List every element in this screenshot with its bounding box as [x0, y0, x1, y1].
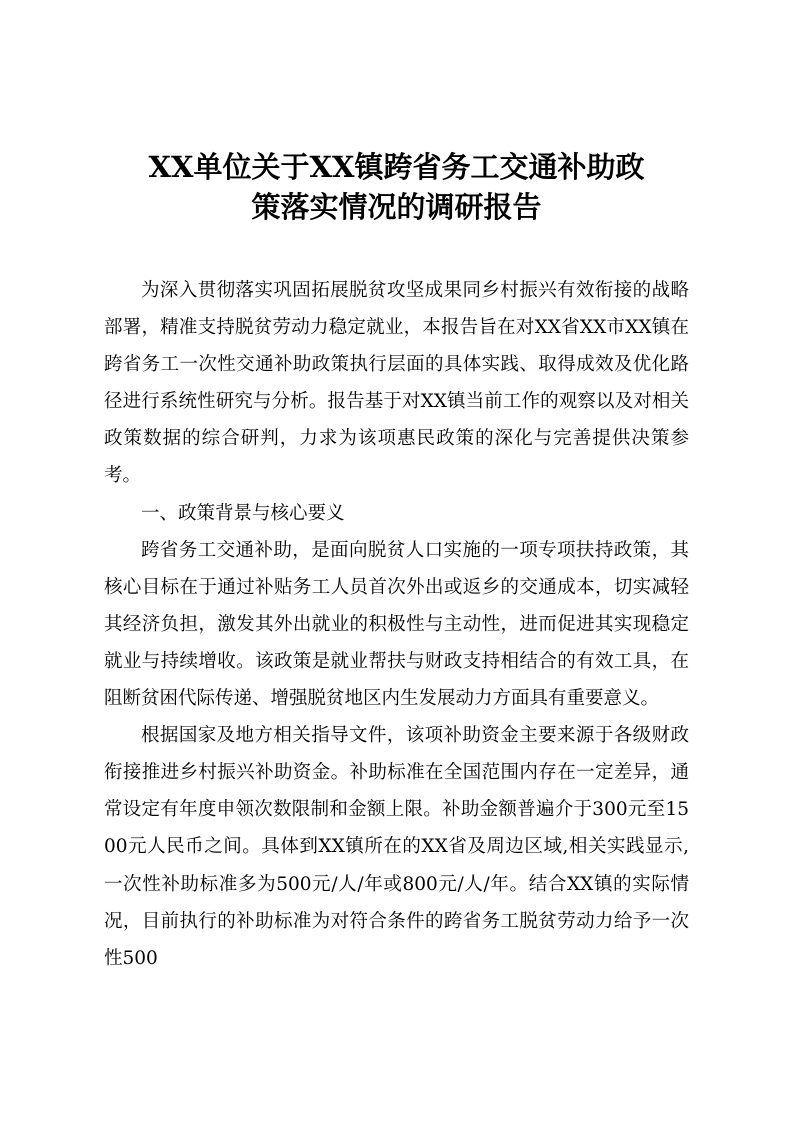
body-paragraph: 跨省务工交通补助，是面向脱贫人口实施的一项专项扶持政策，其核心目标在于通过补贴务工人员首次外出或返乡的交通成本，切实减轻其经济负担，激发其外出就业的积极性与主动性，进而促进其实现稳定就业与持续增收。该政策是就业帮扶与财政支持相结合的有效工具，在阻断贫困代际传递、增强脱贫地区内生发展动力方面具有重要意义。 — [104, 539, 689, 710]
body-paragraph: 根据国家及地方相关指导文件，该项补助资金主要来源于各级财政衔接推进乡村振兴补助资金。补助标准在全国范围内存在一定差异，通常设定有年度申领次数限制和金额上限。补助金额普遍介于300元至1500元人民币之间。具体到XX镇所在的XX省及周边区域,相关实践显示,一次性补助标准多为500元/人/年或800元/人/年。结合XX镇的实际情况，目前执行的补助标准为对符合条件的跨省务工脱贫劳动力给予一次性500 — [104, 725, 689, 969]
section-heading-1: 一、政策背景与核心要义 — [141, 502, 345, 524]
title-line-2: 策落实情况的调研报告 — [251, 190, 542, 224]
intro-paragraph: 为深入贯彻落实巩固拓展脱贫攻坚成果同乡村振兴有效衔接的战略部署，精准支持脱贫劳动力稳定就业，本报告旨在对XX省XX市XX镇在跨省务工一次性交通补助政策执行层面的具体实践、取得成效及优化路径进行系统性研究与分析。报告基于对XX镇当前工作的观察以及对相关政策数据的综合研判，力求为该项惠民政策的深化与完善提供决策参考。 — [104, 280, 689, 487]
title-line-1: XX单位关于XX镇跨省务工交通补助政 — [148, 150, 645, 184]
document-body — [104, 272, 689, 977]
document-title — [90, 147, 703, 227]
